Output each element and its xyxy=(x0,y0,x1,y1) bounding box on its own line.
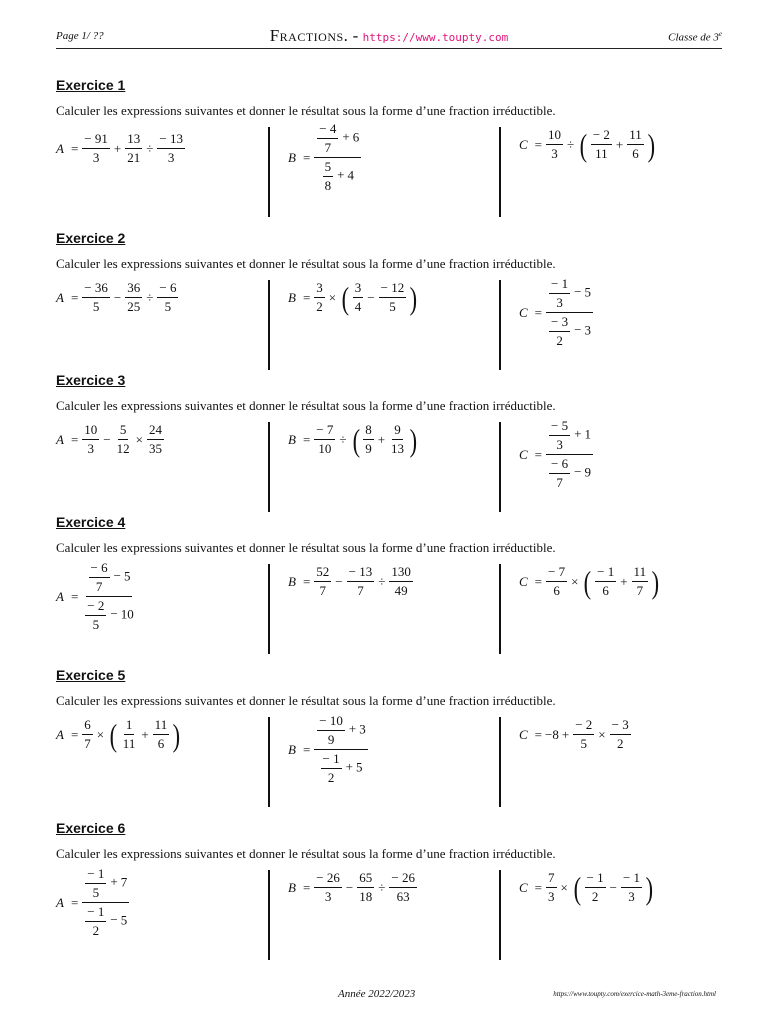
expression-b: B = $\frac{- 26}{3}$ − $\frac{65}{18}$ ÷ $\frac{- 26}{63}$ xyxy=(268,870,496,960)
exercise-title: Exercice 5 xyxy=(56,667,126,683)
title-separator: - xyxy=(348,26,363,45)
exercise-instruction: Calculer les expressions suivantes et donner le résultat sous la forme d’une fraction irréductible. xyxy=(56,398,556,413)
expressions-row xyxy=(56,418,722,522)
page-header xyxy=(56,26,722,49)
page-title: Fractions. xyxy=(269,26,349,45)
expression-c: C = −8 + $\frac{- 2}{5}$ × $\frac{- 3}{2}$ xyxy=(499,717,724,807)
expression-b: B = $\frac{- 7}{10}$ ÷ ( $\frac{8}{9}$ + $\frac{9}{13}$ ) xyxy=(268,422,496,512)
expressions-row xyxy=(56,276,722,380)
exercise-3 xyxy=(56,372,722,522)
footer-url-link[interactable]: https://www.toupty.com/exercice-math-3eme-fraction.html xyxy=(553,990,716,998)
expression-c: C = $\frac{7}{3}$ × ( $\frac{- 1}{2}$ − $\frac{- 1}{3}$ ) xyxy=(499,870,724,960)
exercise-instruction: Calculer les expressions suivantes et donner le résultat sous la forme d’une fraction irréductible. xyxy=(56,540,556,555)
expressions-row xyxy=(56,866,722,970)
exercise-2 xyxy=(56,230,722,380)
exercise-title: Exercice 4 xyxy=(56,514,126,530)
exercise-title: Exercice 3 xyxy=(56,372,126,388)
expression-c: C = $\frac{10}{3}$ ÷ ( $\frac{- 2}{11}$ + $\frac{11}{6}$ ) xyxy=(499,127,724,217)
expression-a: A = $\frac{- 6}{7}$ − 5 $\frac{- 2}{5}$ − 10 xyxy=(56,560,134,632)
expression-c: C = $\frac{- 1}{3}$ − 5 $\frac{- 3}{2}$ − 3 xyxy=(499,280,724,370)
expression-c: C = $\frac{- 5}{3}$ + 1 $\frac{- 6}{7}$ − 9 xyxy=(499,422,724,512)
exercise-6 xyxy=(56,820,722,970)
exercise-5 xyxy=(56,667,722,827)
expression-c: C = $\frac{- 7}{6}$ × ( $\frac{- 1}{6}$ + $\frac{11}{7}$ ) xyxy=(499,564,724,654)
exercise-1 xyxy=(56,77,722,227)
class-level: Classe de 3e xyxy=(668,30,722,44)
exercise-instruction: Calculer les expressions suivantes et donner le résultat sous la forme d’une fraction irréductible. xyxy=(56,256,556,271)
exercise-title: Exercice 6 xyxy=(56,820,126,836)
expression-b: B = $\frac{- 10}{9}$ + 3 $\frac{- 1}{2}$ + 5 xyxy=(268,717,496,807)
expression-a: A = $\frac{- 1}{5}$ + 7 $\frac{- 1}{2}$ − 5 xyxy=(56,866,128,938)
header-url-link[interactable]: https://www.toupty.com xyxy=(362,31,509,44)
page-number: Page 1/ ?? xyxy=(56,30,104,42)
page-footer xyxy=(0,988,768,1004)
expression-b: B = $\frac{- 4}{7}$ + 6 $\frac{5}{8}$ + 4 xyxy=(268,127,496,217)
exercise-instruction: Calculer les expressions suivantes et donner le résultat sous la forme d’une fraction irréductible. xyxy=(56,103,556,118)
expression-a: A = $\frac{10}{3}$ − $\frac{5}{12}$ × $\frac{24}{35}$ xyxy=(56,422,162,456)
expression-b: B = $\frac{3}{2}$ × ( $\frac{3}{4}$ − $\frac{- 12}{5}$ ) xyxy=(268,280,496,370)
exercise-instruction: Calculer les expressions suivantes et donner le résultat sous la forme d’une fraction irréductible. xyxy=(56,846,556,861)
expression-a: A = $\frac{6}{7}$ × ( $\frac{1}{11}$ + $\frac{11}{6}$ ) xyxy=(56,716,181,753)
school-year: Année 2022/2023 xyxy=(338,988,416,1000)
exercise-title: Exercice 1 xyxy=(56,77,126,93)
expressions-row xyxy=(56,713,722,827)
expressions-row xyxy=(56,121,722,227)
header-title-line xyxy=(56,26,722,46)
expression-b: B = $\frac{52}{7}$ − $\frac{- 13}{7}$ ÷ $\frac{130}{49}$ xyxy=(268,564,496,654)
exercise-instruction: Calculer les expressions suivantes et donner le résultat sous la forme d’une fraction irréductible. xyxy=(56,693,556,708)
exercise-title: Exercice 2 xyxy=(56,230,126,246)
expressions-row xyxy=(56,560,722,674)
exercise-4 xyxy=(56,514,722,674)
expression-a: A = $\frac{- 91}{3}$ + $\frac{13}{21}$ ÷ $\frac{- 13}{3}$ xyxy=(56,131,183,165)
expression-a: A = $\frac{- 36}{5}$ − $\frac{36}{25}$ ÷ $\frac{- 6}{5}$ xyxy=(56,280,177,314)
